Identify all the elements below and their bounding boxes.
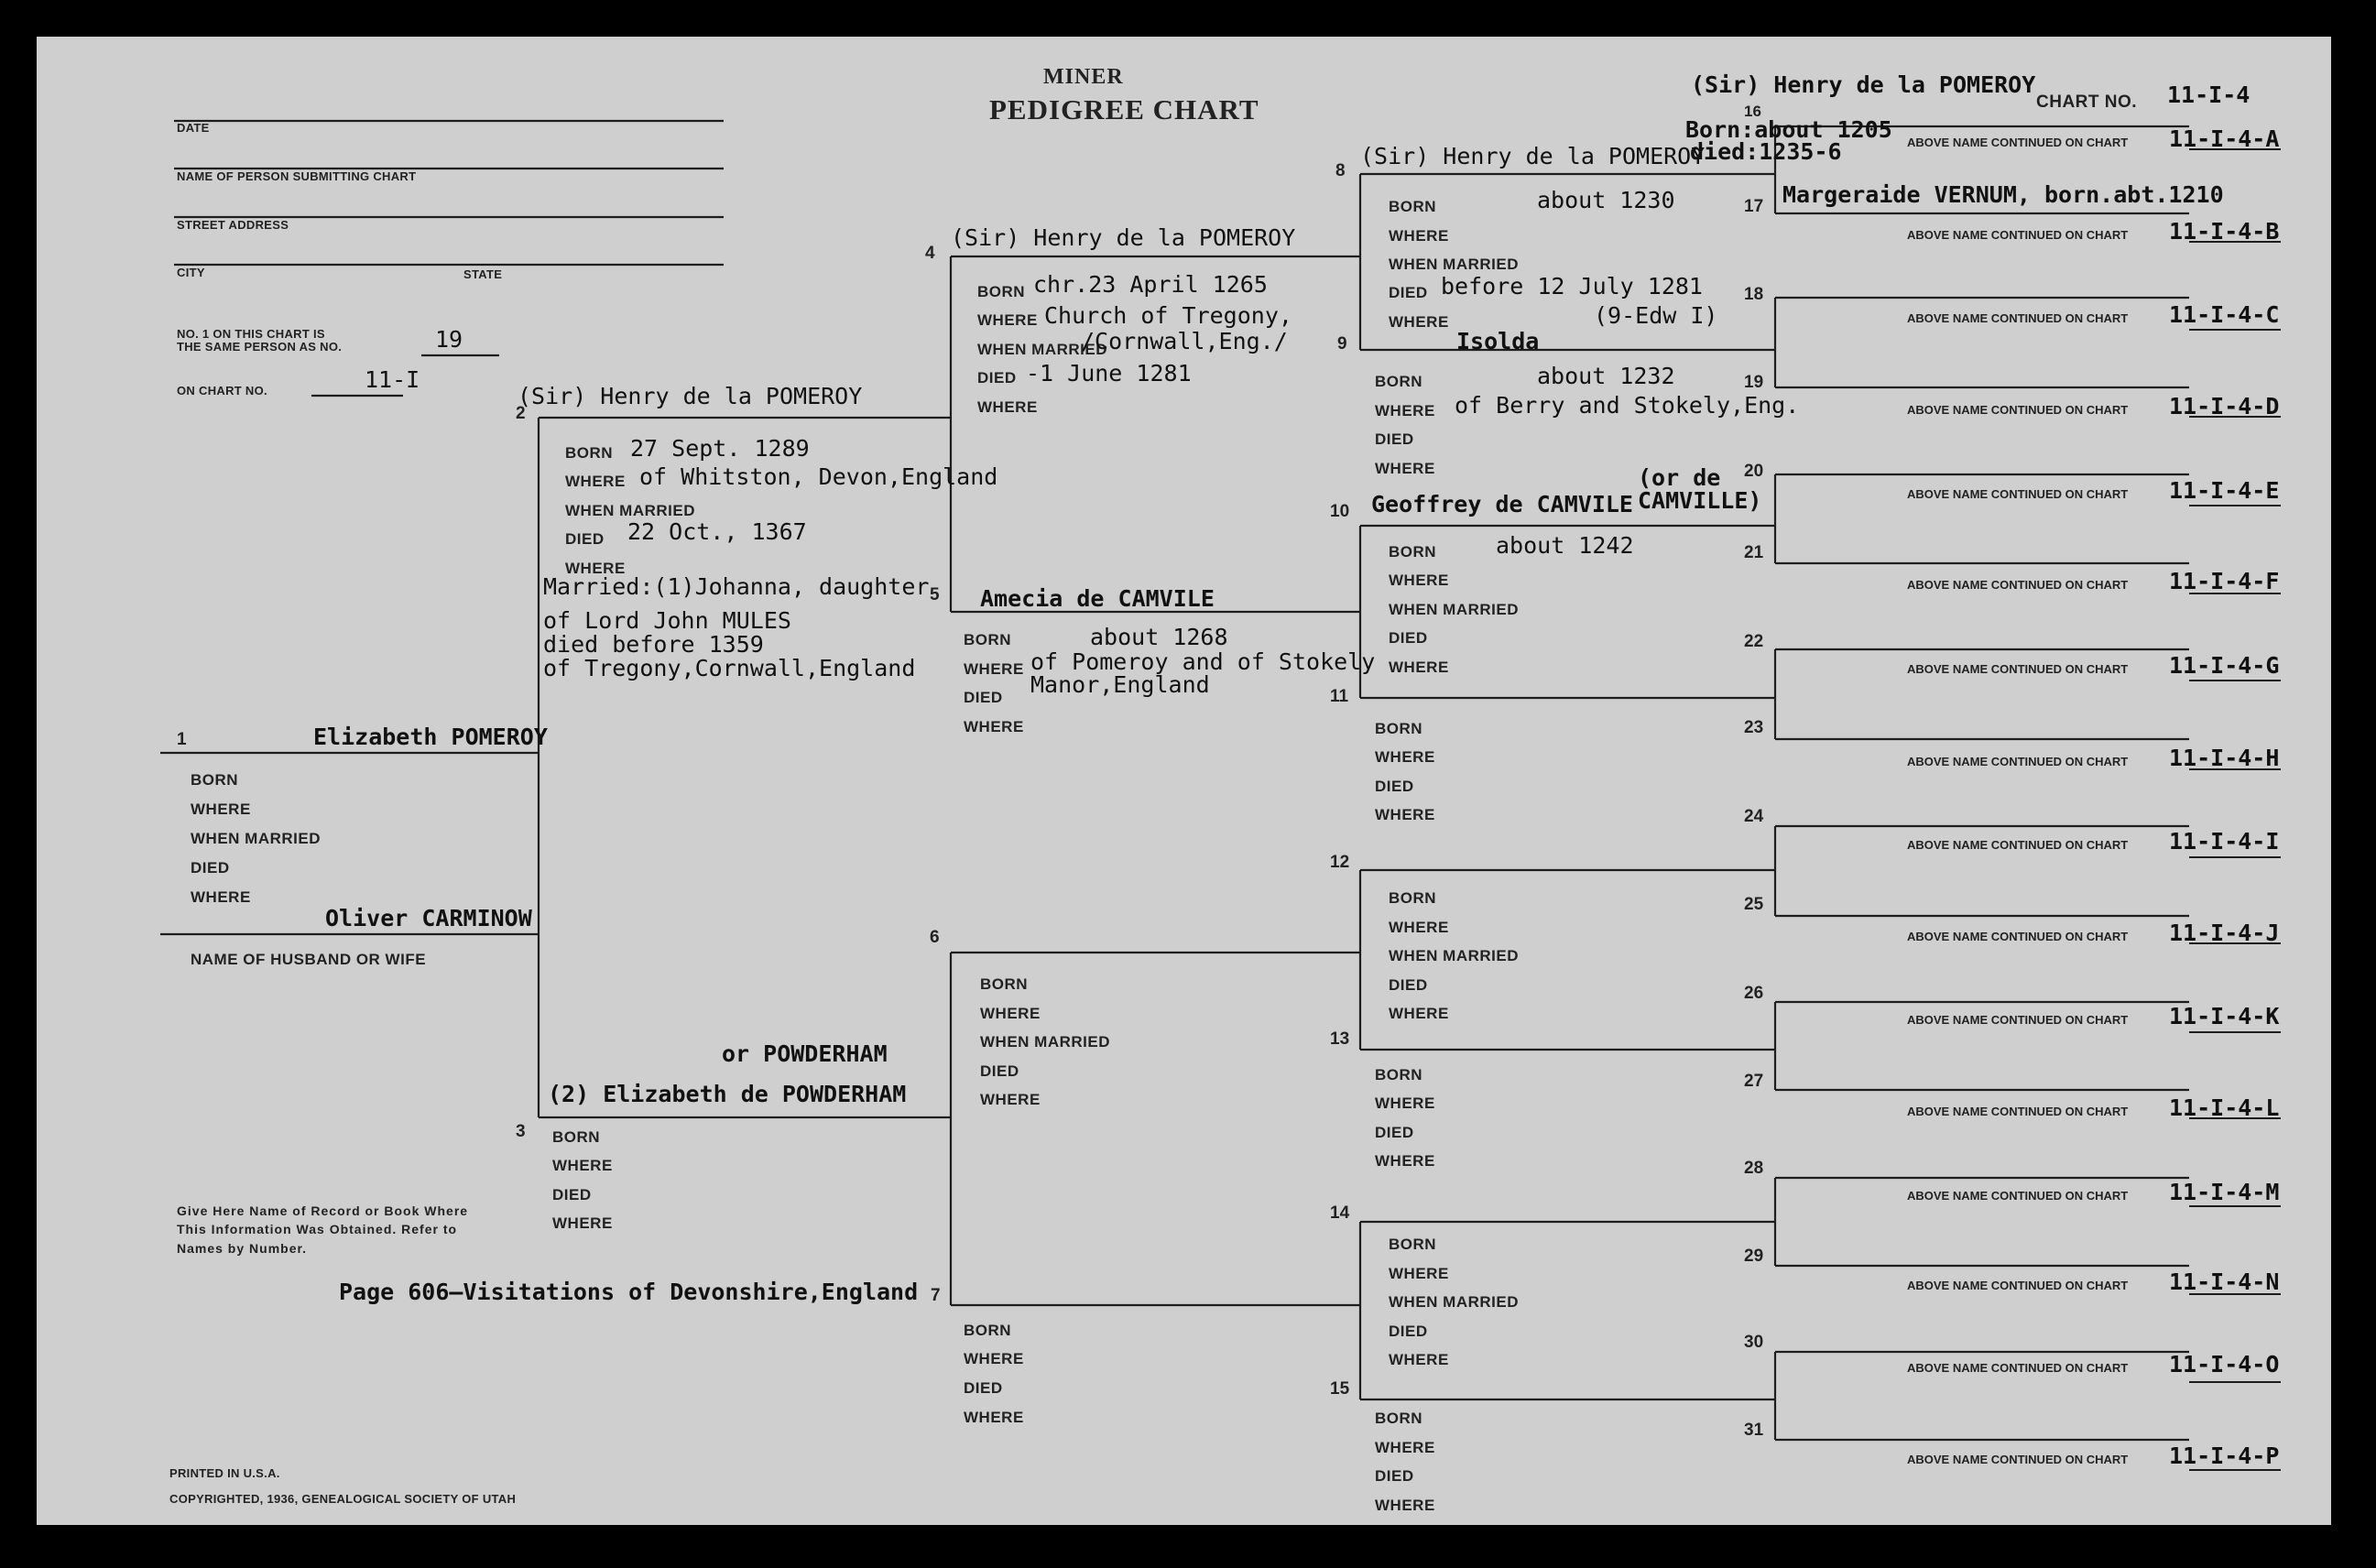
person-7-born-label: BORN [964,1322,1012,1339]
person-number: 24 [1744,807,1764,826]
person-14-died-where-label: WHERE [1389,1351,1449,1368]
street-address-label: STREET ADDRESS [177,218,289,232]
person-number: 18 [1744,285,1764,304]
continued-chart-ref: 11-I-4-L [2169,1094,2280,1121]
person-4-married: /Cornwall,Eng./ [1081,328,1288,354]
person-15-born-label: BORN [1375,1410,1423,1427]
chart-no-label: CHART NO. [2036,93,2138,112]
continued-label: ABOVE NAME CONTINUED ON CHART [1907,578,2129,592]
person-8-born: about 1230 [1537,187,1675,213]
person-2-died: 22 Oct., 1367 [627,518,807,545]
person-1-where-label: WHERE [191,800,251,818]
person-12-died-where-label: WHERE [1389,1005,1449,1022]
person-2-where-label: WHERE [565,473,626,490]
continued-chart-ref: 11-I-4-O [2169,1351,2280,1377]
person-15-died-label: DIED [1375,1467,1414,1485]
person-number: 29 [1744,1247,1764,1266]
person-1-married-label: WHEN MARRIED [191,830,321,847]
person-5-number: 5 [930,585,940,604]
person-4-died-where-label: WHERE [977,398,1038,416]
person-6-number: 6 [930,928,940,947]
person-10-died-where-label: WHERE [1389,659,1449,676]
person-14-born-label: BORN [1389,1236,1437,1253]
person-1-name: Elizabeth POMEROY [313,724,548,750]
submitter-label: NAME OF PERSON SUBMITTING CHART [177,169,417,183]
person-12-born-label: BORN [1389,889,1437,907]
person-1-died-where-label: WHERE [191,888,251,906]
person-9-number: 9 [1337,334,1347,354]
person-9-name: Isolda [1456,328,1540,354]
person-2-born-label: BORN [565,444,614,462]
person-number: 20 [1744,462,1764,481]
person-3-name: (2) Elizabeth de POWDERHAM [548,1081,907,1107]
person-7-died-where-label: WHERE [964,1409,1024,1426]
person-4-married-label: WHEN MARRIED [977,341,1107,358]
person-12-where-label: WHERE [1389,919,1449,936]
person-2-note-2: of Lord John MULES [543,607,791,634]
continued-chart-ref: 11-I-4-G [2169,652,2280,679]
person-15-number: 15 [1330,1379,1350,1399]
continued-chart-ref: 11-I-4-P [2169,1443,2280,1469]
continued-chart-ref: 11-I-4-N [2169,1269,2280,1295]
person-2-note-4: of Tregony,Cornwall,England [543,655,916,681]
continued-label: ABOVE NAME CONTINUED ON CHART [1907,487,2129,501]
same-person-label: NO. 1 ON THIS CHART IS [177,327,325,341]
person-number: 31 [1744,1421,1764,1440]
person-5-where: of Pomeroy and of Stokely [1030,648,1376,675]
person-6-died-where-label: WHERE [980,1091,1041,1108]
chart-title: PEDIGREE CHART [989,93,1259,125]
continued-label: ABOVE NAME CONTINUED ON CHART [1907,838,2129,852]
date-label: DATE [177,121,210,135]
continued-label: ABOVE NAME CONTINUED ON CHART [1907,1279,2129,1292]
person-3-died-where-label: WHERE [552,1214,613,1232]
continued-label: ABOVE NAME CONTINUED ON CHART [1907,1189,2129,1203]
continued-chart-ref: 11-I-4-A [2169,125,2280,152]
source-citation: Page 606—Visitations of Devonshire,England [339,1279,919,1305]
on-chart-number: 11-I [365,366,420,393]
pedigree-chart-sheet [37,37,2331,1525]
person-7-died-label: DIED [964,1379,1003,1397]
person-2-married-label: WHEN MARRIED [565,502,695,519]
person-8-died-note: (9-Edw I) [1594,302,1718,329]
spouse-name: Oliver CARMINOW [325,905,532,931]
person-8-name: (Sir) Henry de la POMEROY [1360,143,1706,169]
person-4-died-label: DIED [977,369,1017,387]
person-3-where-label: WHERE [552,1157,613,1174]
person-5-died-where-label: WHERE [964,718,1024,735]
continued-chart-ref: 11-I-4-J [2169,920,2280,946]
person-10-born-label: BORN [1389,543,1437,561]
person-number: 30 [1744,1333,1764,1352]
person-14-number: 14 [1330,1203,1350,1223]
person-number: 28 [1744,1159,1764,1178]
person-13-died-label: DIED [1375,1124,1414,1141]
person-4-name: (Sir) Henry de la POMEROY [951,224,1296,251]
person-5-where-2: Manor,England [1030,671,1210,698]
person-13-where-label: WHERE [1375,1094,1435,1112]
continued-chart-ref: 11-I-4-F [2169,568,2280,594]
person-number: 19 [1744,373,1764,392]
continued-label: ABOVE NAME CONTINUED ON CHART [1907,311,2129,325]
continued-chart-ref: 11-I-4-I [2169,828,2280,855]
continued-chart-ref: 11-I-4-C [2169,301,2280,328]
person-8-number: 8 [1335,161,1346,180]
person-number: 27 [1744,1072,1764,1091]
person-5-name: Amecia de CAMVILE [980,585,1215,612]
person-5-born: about 1268 [1090,624,1228,650]
continued-label: ABOVE NAME CONTINUED ON CHART [1907,1013,2129,1027]
person-number: 21 [1744,543,1764,562]
person-9-died-where-label: WHERE [1375,460,1435,477]
person-17-name: Margeraide VERNUM, born.abt.1210 [1782,181,2224,208]
person-12-died-label: DIED [1389,976,1428,994]
continued-label: ABOVE NAME CONTINUED ON CHART [1907,662,2129,676]
continued-chart-ref: 11-I-4-D [2169,393,2280,419]
person-3-born-label: BORN [552,1128,601,1146]
person-number: 25 [1744,895,1764,914]
person-11-died-where-label: WHERE [1375,806,1435,823]
person-10-married-label: WHEN MARRIED [1389,601,1519,618]
continued-label: ABOVE NAME CONTINUED ON CHART [1907,1453,2129,1466]
on-chart-label: ON CHART NO. [177,384,267,397]
person-2-where: of Whitston, Devon,England [639,463,998,490]
person-8-died-where-label: WHERE [1389,313,1449,331]
person-6-where-label: WHERE [980,1005,1041,1022]
person-8-married-label: WHEN MARRIED [1389,256,1519,273]
person-16-died: died:1235-6 [1690,138,1842,165]
person-13-died-where-label: WHERE [1375,1152,1435,1170]
person-12-married-label: WHEN MARRIED [1389,947,1519,964]
state-label: STATE [463,267,503,281]
person-1-born-label: BORN [191,771,239,789]
person-11-where-label: WHERE [1375,748,1435,766]
person-7-where-label: WHERE [964,1350,1024,1367]
person-number: 23 [1744,718,1764,737]
continued-label: ABOVE NAME CONTINUED ON CHART [1907,930,2129,943]
person-8-where-label: WHERE [1389,227,1449,245]
person-9-where: of Berry and Stokely,Eng. [1455,392,1800,419]
person-10-born: about 1242 [1496,532,1634,559]
continued-label: ABOVE NAME CONTINUED ON CHART [1907,403,2129,417]
person-14-married-label: WHEN MARRIED [1389,1293,1519,1311]
printed-in-usa: PRINTED IN U.S.A. [169,1466,280,1480]
surname-heading: MINER [1043,65,1124,89]
person-9-born-label: BORN [1375,373,1423,390]
chart-no-value: 11-I-4 [2167,82,2251,108]
continued-label: ABOVE NAME CONTINUED ON CHART [1907,228,2129,242]
person-8-died-label: DIED [1389,284,1428,301]
person-6-married-label: WHEN MARRIED [980,1033,1110,1051]
person-3-died-label: DIED [552,1186,592,1203]
person-3-number: 3 [516,1122,526,1141]
person-8-born-label: BORN [1389,198,1437,215]
same-person-label-2: THE SAME PERSON AS NO. [177,340,343,354]
person-2-died-where-label: WHERE [565,560,626,577]
person-9-died-label: DIED [1375,430,1414,448]
source-instructions: Give Here Name of Record or Book Where This Information Was Obtained. Refer to Names by Number. [177,1203,469,1256]
person-9-born: about 1232 [1537,363,1675,389]
person-17-number: 17 [1744,197,1764,216]
person-2-born: 27 Sept. 1289 [630,435,810,462]
person-14-died-label: DIED [1389,1323,1428,1340]
person-10-number: 10 [1330,502,1350,521]
copyright-notice: COPYRIGHTED, 1936, GENEALOGICAL SOCIETY OF UTAH [169,1492,517,1506]
continued-label: ABOVE NAME CONTINUED ON CHART [1907,755,2129,768]
continued-label: ABOVE NAME CONTINUED ON CHART [1907,136,2129,149]
person-11-number: 11 [1330,687,1349,706]
person-2-note-3: died before 1359 [543,631,764,658]
person-4-died: -1 June 1281 [1026,360,1192,387]
same-person-number: 19 [435,326,463,353]
person-11-born-label: BORN [1375,720,1423,737]
person-3-alt-name: or POWDERHAM [722,1040,888,1067]
person-15-where-label: WHERE [1375,1439,1435,1456]
person-16-name: (Sir) Henry de la POMEROY [1691,71,2036,98]
person-10-alt-2: CAMVILLE) [1638,487,1762,514]
continued-label: ABOVE NAME CONTINUED ON CHART [1907,1105,2129,1118]
person-6-died-label: DIED [980,1062,1019,1080]
person-12-number: 12 [1330,853,1350,872]
person-8-died: before 12 July 1281 [1441,273,1703,299]
person-1-died-label: DIED [191,859,230,877]
person-2-number: 2 [516,404,526,423]
person-10-name: Geoffrey de CAMVILE [1371,491,1633,517]
spouse-label: NAME OF HUSBAND OR WIFE [191,951,427,968]
person-4-born-label: BORN [977,283,1026,300]
person-number: 22 [1744,632,1764,651]
person-10-where-label: WHERE [1389,572,1449,589]
continued-chart-ref: 11-I-4-M [2169,1179,2280,1205]
person-4-born: chr.23 April 1265 [1033,271,1268,298]
person-5-where-label: WHERE [964,660,1024,678]
continued-chart-ref: 11-I-4-K [2169,1003,2280,1029]
person-7-number: 7 [931,1286,941,1305]
person-5-born-label: BORN [964,631,1012,648]
person-14-where-label: WHERE [1389,1265,1449,1282]
person-number: 26 [1744,984,1764,1003]
person-13-born-label: BORN [1375,1066,1423,1083]
continued-label: ABOVE NAME CONTINUED ON CHART [1907,1361,2129,1375]
person-2-note-1: Married:(1)Johanna, daughter [543,573,930,600]
continued-chart-ref: 11-I-4-B [2169,218,2280,245]
person-4-number: 4 [925,244,935,263]
person-2-died-label: DIED [565,530,605,548]
continued-chart-ref: 11-I-4-E [2169,477,2280,504]
continued-chart-ref: 11-I-4-H [2169,745,2280,771]
person-9-where-label: WHERE [1375,402,1435,419]
person-11-died-label: DIED [1375,778,1414,795]
person-4-where-label: WHERE [977,311,1038,329]
person-13-number: 13 [1330,1029,1350,1049]
person-5-died-label: DIED [964,689,1003,706]
person-16-born: Born:about 1205 [1685,116,1892,143]
person-2-name: (Sir) Henry de la POMEROY [518,383,863,409]
person-6-born-label: BORN [980,975,1029,993]
person-10-died-label: DIED [1389,629,1428,647]
person-1-number: 1 [177,730,187,749]
city-label: CITY [177,266,205,279]
person-4-where: Church of Tregony, [1044,302,1292,329]
person-16-number: 16 [1744,103,1761,120]
person-10-alt-1: (or de [1638,464,1721,491]
person-15-died-where-label: WHERE [1375,1497,1435,1514]
